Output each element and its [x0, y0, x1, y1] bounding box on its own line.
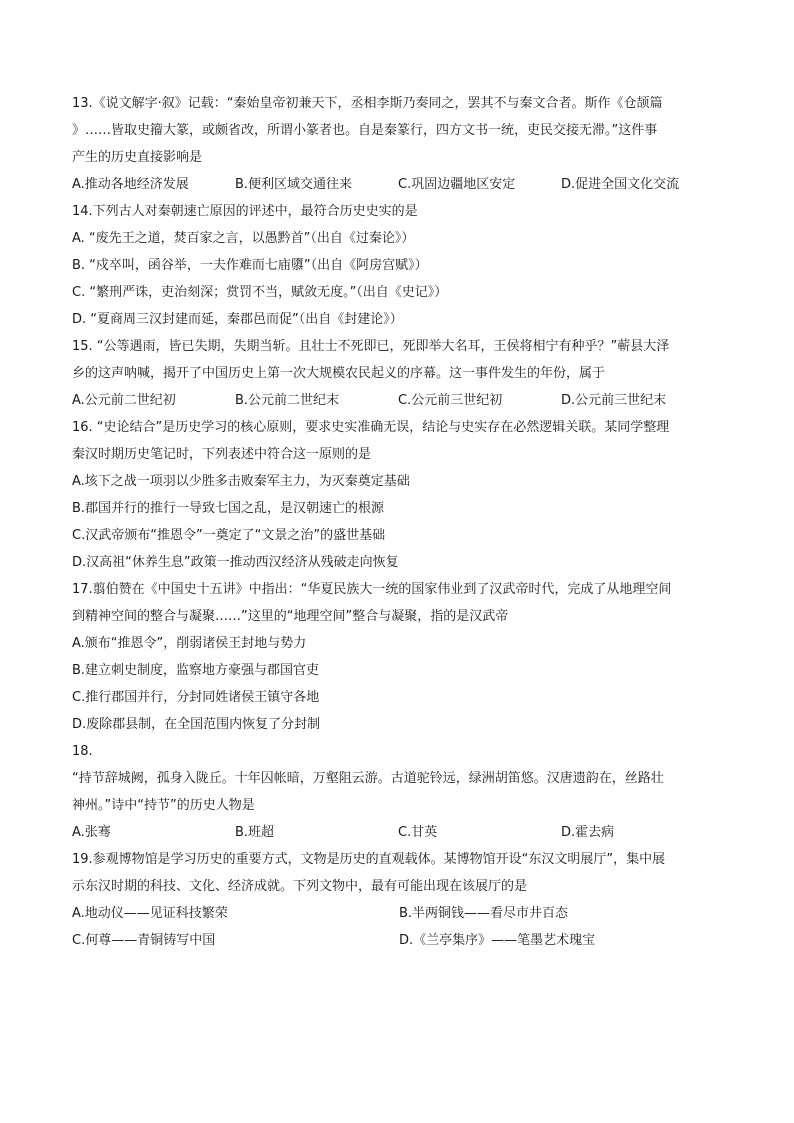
question-13-stem-line: 》……皆取史籀大篆，或颇省改，所谓小篆者也。自是秦篆行，四方文书一统，吏民交接无滞。”这件事: [72, 123, 658, 138]
question-19-options-row: [72, 927, 727, 954]
question-19-options-row: [72, 900, 727, 927]
question-15-stem-line: 乡的这声呐喊，揭开了中国历史上第一次大规模农民起义的序幕。这一事件发生的年份，属于: [72, 366, 606, 381]
option-c: C.何尊——青铜铸写中国: [72, 933, 216, 948]
question-16-stem-line: 16. “史论结合”是历史学习的核心原则，要求史实准确无误，结论与史实存在必然逻辑关联。某同学整理: [72, 420, 670, 435]
option-d: D.霍去病: [561, 825, 615, 840]
question-15: [72, 333, 727, 414]
question-13: [72, 90, 727, 198]
option-a: A.公元前二世纪初: [72, 393, 176, 408]
option-d: D.《兰亭集序》——笔墨艺术瑰宝: [399, 933, 596, 948]
question-17-stem-line: 17.翦伯赞在《中国史十五讲》中指出：“华夏民族大一统的国家伟业到了汉武帝时代，完成了从地理空间: [72, 582, 672, 597]
option-b: B. “戍卒叫，函谷举，一夫作难而七庙隳”（出自《阿房宫赋》）: [72, 258, 428, 273]
option-a: A.推动各地经济发展: [72, 177, 189, 192]
question-13-stem-line: 产生的历史直接影响是: [72, 150, 203, 165]
option-a: A.地动仪——见证科技繁荣: [72, 906, 228, 921]
option-b: B.便利区域交通往来: [235, 177, 353, 192]
option-c: C.巩固边疆地区安定: [398, 177, 516, 192]
question-18-number: 18.: [72, 744, 93, 759]
question-18-poem-line: “持节辞城阙，孤身入陇丘。十年囚帐暗，万壑阻云游。古道驼铃远，绿洲胡笛悠。汉唐遗韵在，丝路壮: [72, 771, 664, 786]
question-15-stem-line: 15. “公等遇雨，皆已失期，失期当斩。且壮士不死即已，死即举大名耳，王侯将相宁有种乎？”蕲县大泽: [72, 339, 670, 354]
question-15-options: [72, 387, 727, 414]
option-a: A.张骞: [72, 825, 111, 840]
option-b: B.班超: [235, 825, 275, 840]
option-c: C.汉武帝颁布“推恩令”一奠定了“文景之治”的盛世基础: [72, 528, 386, 543]
question-18: [72, 738, 727, 846]
question-16-stem-line: 秦汉时期历史笔记时，下列表述中符合这一原则的是: [72, 447, 372, 462]
question-16: [72, 414, 727, 576]
option-d: D. “夏商周三汉封建而延，秦郡邑而促”（出自《封建论》）: [72, 312, 403, 327]
option-b: B.建立刺史制度，监察地方豪强与郡国官吏: [72, 663, 320, 678]
option-a: A.颁布“推恩令”，削弱诸侯王封地与势力: [72, 636, 307, 651]
option-b: B.公元前二世纪末: [235, 393, 340, 408]
question-13-stem-line: 13.《说文解字·叙》记载：“秦始皇帝初兼天下，丞相李斯乃奏同之，罢其不与秦文合者。斯作《仓颉篇: [72, 96, 663, 111]
questions-area: [72, 90, 727, 954]
option-b: B.郡国并行的推行一导致七国之乱，是汉朝速亡的根源: [72, 501, 385, 516]
option-d: D.废除郡县制，在全国范围内恢复了分封制: [72, 717, 321, 732]
option-b: B.半两铜钱——看尽市井百态: [399, 906, 569, 921]
option-d: D.汉高祖“休养生息”政策一推动西汉经济从残破走向恢复: [72, 555, 399, 570]
option-a: A.垓下之战一项羽以少胜多击败秦军主力，为灭秦奠定基础: [72, 474, 410, 489]
question-19-stem-line: 示东汉时期的科技、文化、经济成就。下列文物中，最有可能出现在该展厅的是: [72, 879, 528, 894]
option-a: A. “废先王之道，焚百家之言，以愚黔首”（出自《过秦论》）: [72, 231, 415, 246]
question-18-poem-line: 神州。”诗中“持节”的历史人物是: [72, 798, 255, 813]
option-d: D.促进全国文化交流: [561, 177, 680, 192]
option-c: C.甘英: [398, 825, 438, 840]
option-c: C.推行郡国并行，分封同姓诸侯王镇守各地: [72, 690, 320, 705]
option-d: D.公元前三世纪末: [561, 393, 667, 408]
question-19: [72, 846, 727, 954]
question-14-stem: 14.下列古人对秦朝速亡原因的评述中，最符合历史史实的是: [72, 204, 418, 219]
question-13-options: [72, 171, 727, 198]
option-c: C. “繁刑严诛，吏治刻深；赏罚不当，赋敛无度。”（出自《史记》）: [72, 285, 448, 300]
question-19-stem-line: 19.参观博物馆是学习历史的重要方式，文物是历史的直观载体。某博物馆开设“东汉文明展厅”，集中展: [72, 852, 666, 867]
question-17-stem-line: 到精神空间的整合与凝聚……”这里的“地理空间”整合与凝聚，指的是汉武帝: [72, 609, 509, 624]
option-c: C.公元前三世纪初: [398, 393, 503, 408]
question-17: [72, 576, 727, 738]
question-14: [72, 198, 727, 333]
question-18-options: [72, 819, 727, 846]
